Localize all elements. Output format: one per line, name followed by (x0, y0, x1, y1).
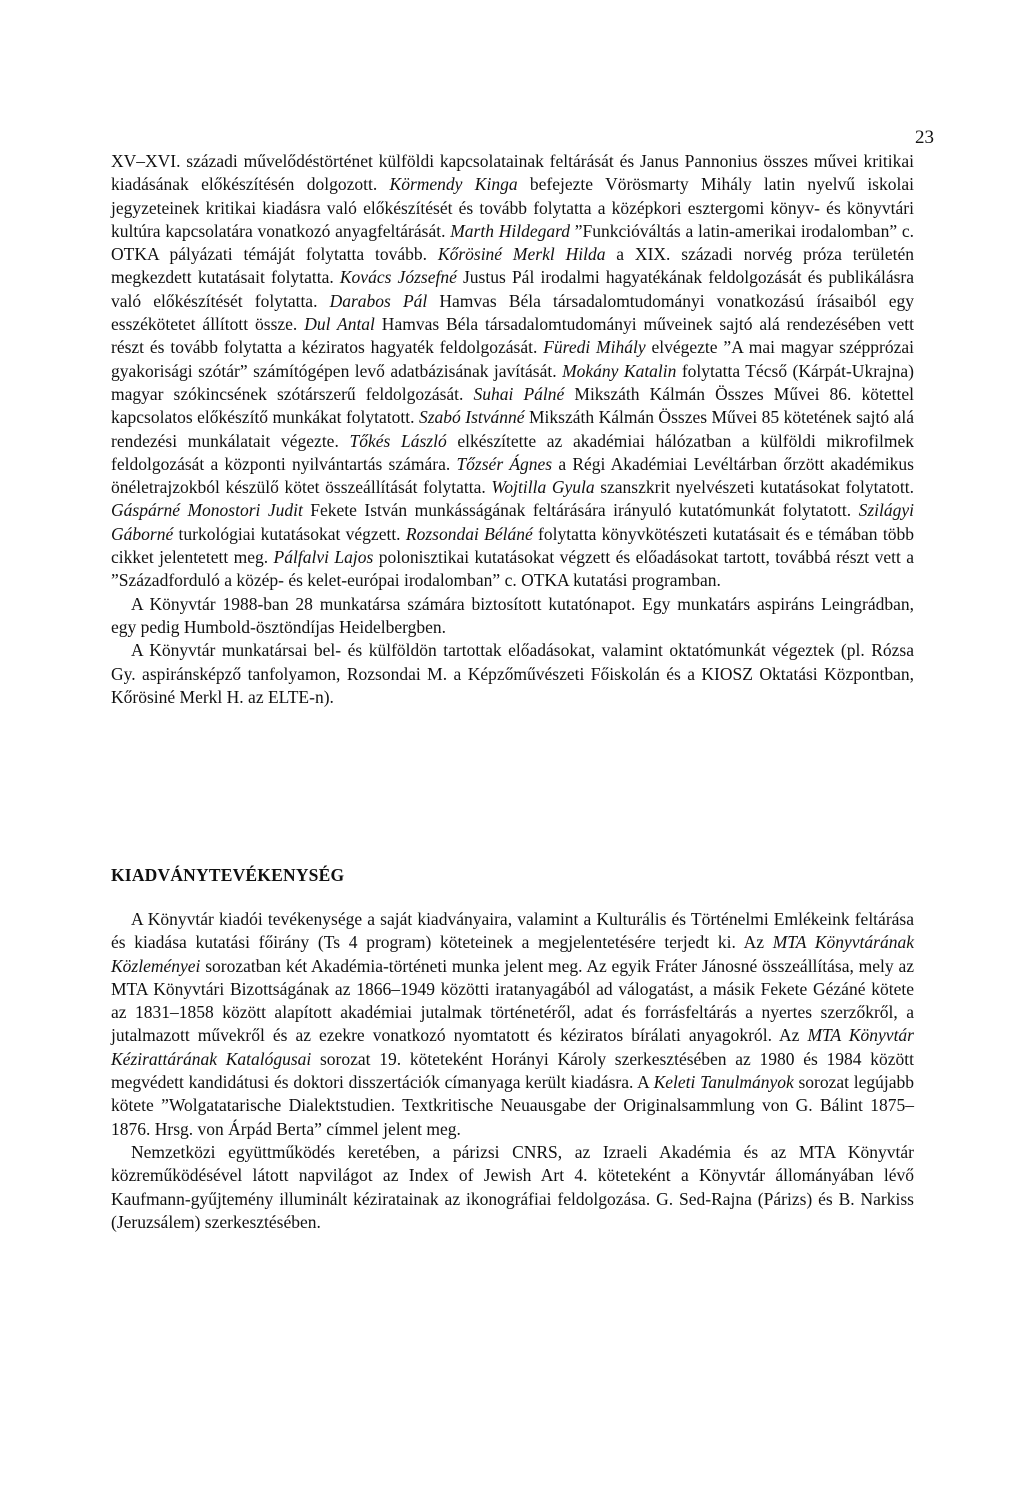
page-number: 23 (915, 127, 934, 148)
italic-name: Darabos Pál (329, 290, 428, 311)
italic-name: Szabó Istvánné (418, 407, 525, 428)
research-activities-paragraph: XV–XVI. századi művelődéstörténet külföldi kapcsolatainak feltárását és Janus Pannonius összes művei kritikai kiadásának előkészítésén dolgozott. Körmendy Kinga befejezte Vörösmarty Mihály latin nyelvű iskolai jegyzeteinek kritikai kiadásra való előkészítését és tovább folytatta a középkori esztergomi könyv- és könyvtári kultúra kapcsolatára vonatkozó anyagfeltárását. Marth Hildegard ”Funkcióváltás a latin-amerikai irodalomban” c. OTKA pályázati témáját folytatta tovább. Kőrösiné Merkl Hilda a XIX. századi norvég próza területén megkezdett kutatásait folytatta. Kovács Józsefné Justus Pál irodalmi hagyatékának feldolgozását és publikálásra való előkészítését folytatta. Darabos Pál Hamvas Béla társadalomtudományi vonatkozású írásaiból egy esszékötetet állított össze. Dul Antal Hamvas Béla társadalomtudományi műveinek sajtó alá rendezésében vett részt és tovább folytatta a kéziratos hagyaték feldolgozását. Füredi Mihály elvégezte ”A mai magyar szépprózai gyakorisági szótár” számítógépen levő adatbázisának javítását. Mokány Katalin folytatta Técső (Kárpát-Ukrajna) magyar szókincsének szótárszerű feldolgozását. Suhai Pálné Mikszáth Kálmán Összes Művei 86. kötettel kapcsolatos előkészítő munkákat folytatott. Szabó Istvánné Mikszáth Kálmán Összes Művei 85 kötetének sajtó alá rendezési munkálatait végezte. Tőkés László elkészítette az akadémiai hálózatban a külföldi mikrofilmek feldolgozását a központi nyilvántartás számára. Tőzsér Ágnes a Régi Akadémiai Levéltárban őrzött akadémikus önéletrajzokból készülő kötet összeállítását folytatta. Wojtilla Gyula szanszkrit nyelvészeti kutatásokat folytatott. Gáspárné Monostori Judit Fekete István munkásságának feltárására irányuló kutatómunkát folytatott. Szilágyi Gáborné turkológiai kutatásokat végzett. Rozsondai Béláné folytatta könyvkötészeti kutatásait és e témában több cikket jelentetett meg. Pálfalvi Lajos polonisztikai kutatásokat végzett és előadásokat tartott, továbbá részt vett a ”Századforduló a közép- és kelet-európai irodalomban” c. OTKA kutatási programban. (111, 151, 915, 591)
italic-name: MTA Könyvtárának Közleményei (111, 932, 914, 976)
italic-name: Füredi Mihály (543, 337, 646, 358)
italic-name: Tőkés László (349, 430, 447, 451)
italic-name: Suhai Pálné (473, 383, 565, 404)
italic-name: Rozsondai Béláné (405, 523, 533, 544)
italic-name: Marth Hildegard (450, 220, 570, 241)
lectures-paragraph: A Könyvtár munkatársai bel- és külföldön tartottak előadásokat, valamint oktatómunkát végeztek (pl. Rózsa Gy. aspiránsképző tanfolyamon, Rozsondai M. a Képzőművészeti Főiskolán és a KIOSZ Oktatási Központban, Kőrösiné Merkl H. az ELTE-n). (111, 640, 914, 707)
italic-name: Szilágyi Gáborné (111, 500, 914, 544)
italic-name: Mokány Katalin (562, 360, 677, 381)
italic-name: Pálfalvi Lajos (273, 547, 374, 568)
international-cooperation-paragraph: Nemzetközi együttműködés keretében, a párizsi CNRS, az Izraeli Akadémia és az MTA Könyvtár közreműködésével látott napvilágot az Index of Jewish Art 4. köteteként a Könyvtár állományában lévő Kaufmann-gyűjtemény illuminált kéziratainak az ikonográfiai feldolgozása. G. Sed-Rajna (Párizs) és B. Narkiss (Jeruzsálem) szerkesztésében. (111, 1141, 914, 1232)
research-section (111, 150, 914, 709)
section-heading: KIADVÁNYTEVÉKENYSÉG (111, 865, 345, 885)
italic-name: Tőzsér Ágnes (456, 453, 553, 474)
research-days-paragraph: A Könyvtár 1988-ban 28 munkatársa számára biztosított kutatónapot. Egy munkatárs aspiráns Leingrádban, egy pedig Humbold-ösztöndíjas Heidelbergben. (111, 593, 914, 637)
italic-name: Wojtilla Gyula (491, 477, 595, 498)
italic-name: Kovács Józsefné (339, 267, 457, 288)
italic-name: Gáspárné Monostori Judit (111, 500, 303, 521)
italic-name: MTA Könyvtár Kézirattárának Katalógusai (111, 1025, 914, 1069)
italic-name: Keleti Tanulmányok (653, 1072, 794, 1093)
italic-name: Dul Antal (304, 314, 375, 335)
publishing-section (111, 908, 914, 1234)
publishing-paragraph: A Könyvtár kiadói tevékenysége a saját kiadványaira, valamint a Kulturális és Történelmi Emlékeink feltárása és kiadása kutatási főirány (Ts 4 program) köteteinek a megjelentetésére terjedt ki. Az MTA Könyvtárának Közleményei sorozatban két Akadémia-történeti munka jelent meg. Az egyik Fráter Jánosné összeállítása, mely az MTA Könyvtári Bizottságának az 1866–1949 közötti iratanyagából ad válogatást, a másik Fekete Gézáné kötete az 1831–1858 között alapított akadémiai jutalmak történetéről, adat és forrásfeltárás a nyertes szerzőkről, a jutalmazott művekről és az ezekre vonatkozó nyomtatott és kéziratos bírálati anyagokról. Az MTA Könyvtár Kézirattárának Katalógusai sorozat 19. köteteként Horányi Károly szerkesztésében az 1980 és 1984 között megvédett kandidátusi és doktori disszertációk címanyaga került kiadásra. A Keleti Tanulmányok sorozat legújabb kötete ”Wolgatatarische Dialektstudien. Textkritische Neuausgabe der Originalsammlung von G. Bálint 1875–1876. Hrsg. von Árpád Berta” címmel jelent meg. (111, 909, 914, 1139)
italic-name: Körmendy Kinga (389, 174, 518, 195)
italic-name: Kőrösiné Merkl Hilda (437, 244, 606, 265)
